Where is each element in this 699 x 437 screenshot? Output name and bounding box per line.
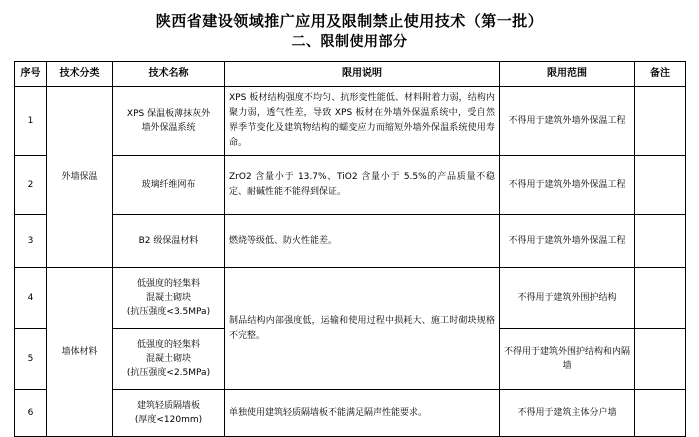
table-row bbox=[15, 390, 686, 437]
cell-seq: 2 bbox=[15, 156, 47, 215]
cell-seq: 6 bbox=[15, 390, 47, 437]
cell-name-line: (厚度<120mm) bbox=[134, 415, 203, 425]
cell-description-text: XPS 板材结构强度不均匀、抗形变性能低、材料附着力弱，结构内聚力弱，透气性差，导致 XPS 板材在外墙外保温系统中，受自然界季节变化及建筑物结构的蠕变应力而缩短外墙外保温系统使用寿命。 bbox=[229, 93, 495, 148]
cell-name bbox=[113, 87, 225, 156]
column-header-scope: 限用范围 bbox=[500, 62, 635, 87]
table-row bbox=[15, 215, 686, 268]
document-title-block bbox=[14, 10, 685, 53]
cell-name bbox=[113, 268, 225, 329]
cell-name-line: 建筑轻质隔墙板 bbox=[136, 401, 200, 411]
column-header-remark: 备注 bbox=[635, 62, 686, 87]
cell-name bbox=[113, 215, 225, 268]
cell-remark bbox=[635, 156, 686, 215]
cell-scope: 不得用于建筑外围护结构和内隔墙 bbox=[500, 329, 635, 390]
cell-name-line: 玻璃纤维网布 bbox=[141, 180, 196, 190]
cell-name bbox=[113, 156, 225, 215]
page-subtitle: 二、限制使用部分 bbox=[291, 34, 408, 50]
cell-description-text: 单独使用建筑轻质隔墙板不能满足隔声性能要求。 bbox=[229, 407, 428, 418]
table-row bbox=[15, 87, 686, 156]
cell-remark bbox=[635, 87, 686, 156]
cell-remark bbox=[635, 215, 686, 268]
cell-description bbox=[225, 87, 500, 156]
cell-name bbox=[113, 390, 225, 437]
cell-description bbox=[225, 215, 500, 268]
cell-name-line: 低强度的轻集料 bbox=[136, 279, 200, 289]
cell-name-line: 墙外保温系统 bbox=[141, 123, 196, 133]
cell-category: 墙体材料 bbox=[47, 268, 113, 437]
cell-scope: 不得用于建筑主体分户墙 bbox=[500, 390, 635, 437]
column-header-seq: 序号 bbox=[15, 62, 47, 87]
cell-name bbox=[113, 329, 225, 390]
cell-remark bbox=[635, 329, 686, 390]
cell-name-line: 低强度的轻集料 bbox=[136, 340, 200, 350]
column-header-description: 限用说明 bbox=[225, 62, 500, 87]
cell-seq: 1 bbox=[15, 87, 47, 156]
cell-seq: 3 bbox=[15, 215, 47, 268]
table-row bbox=[15, 156, 686, 215]
table-header-row bbox=[15, 62, 686, 87]
cell-name-line: XPS 保温板薄抹灰外 bbox=[126, 109, 211, 119]
cell-scope: 不得用于建筑外墙外保温工程 bbox=[500, 156, 635, 215]
cell-description bbox=[225, 390, 500, 437]
table-row bbox=[15, 268, 686, 329]
cell-name-line: 混凝土砌块 bbox=[145, 293, 191, 303]
cell-description bbox=[225, 156, 500, 215]
cell-name-line: (抗压强度<3.5MPa) bbox=[126, 307, 211, 317]
cell-scope: 不得用于建筑外墙外保温工程 bbox=[500, 87, 635, 156]
cell-description-text: 燃烧等级低、防火性能差。 bbox=[229, 235, 338, 246]
technology-table bbox=[14, 61, 686, 437]
column-header-name: 技术名称 bbox=[113, 62, 225, 87]
column-header-category: 技术分类 bbox=[47, 62, 113, 87]
cell-remark bbox=[635, 390, 686, 437]
cell-description bbox=[225, 268, 500, 390]
cell-description-text: 制品结构内部强度低，运输和使用过程中损耗大、施工时砌块规格不完整。 bbox=[229, 315, 495, 341]
cell-scope: 不得用于建筑外墙外保温工程 bbox=[500, 215, 635, 268]
cell-name-line: (抗压强度<2.5MPa) bbox=[126, 368, 211, 378]
cell-scope: 不得用于建筑外围护结构 bbox=[500, 268, 635, 329]
cell-name-line: 混凝土砌块 bbox=[145, 354, 191, 364]
page-title: 陕西省建设领域推广应用及限制禁止使用技术（第一批） bbox=[155, 12, 544, 30]
cell-category: 外墙保温 bbox=[47, 87, 113, 268]
cell-seq: 4 bbox=[15, 268, 47, 329]
cell-name-line: B2 级保温材料 bbox=[138, 236, 199, 246]
cell-description-text: ZrO2 含量小于 13.7%、TiO2 含量小于 5.5%的产品质量不稳定、耐碱性能不能得到保证。 bbox=[229, 172, 495, 197]
cell-remark bbox=[635, 268, 686, 329]
cell-seq: 5 bbox=[15, 329, 47, 390]
